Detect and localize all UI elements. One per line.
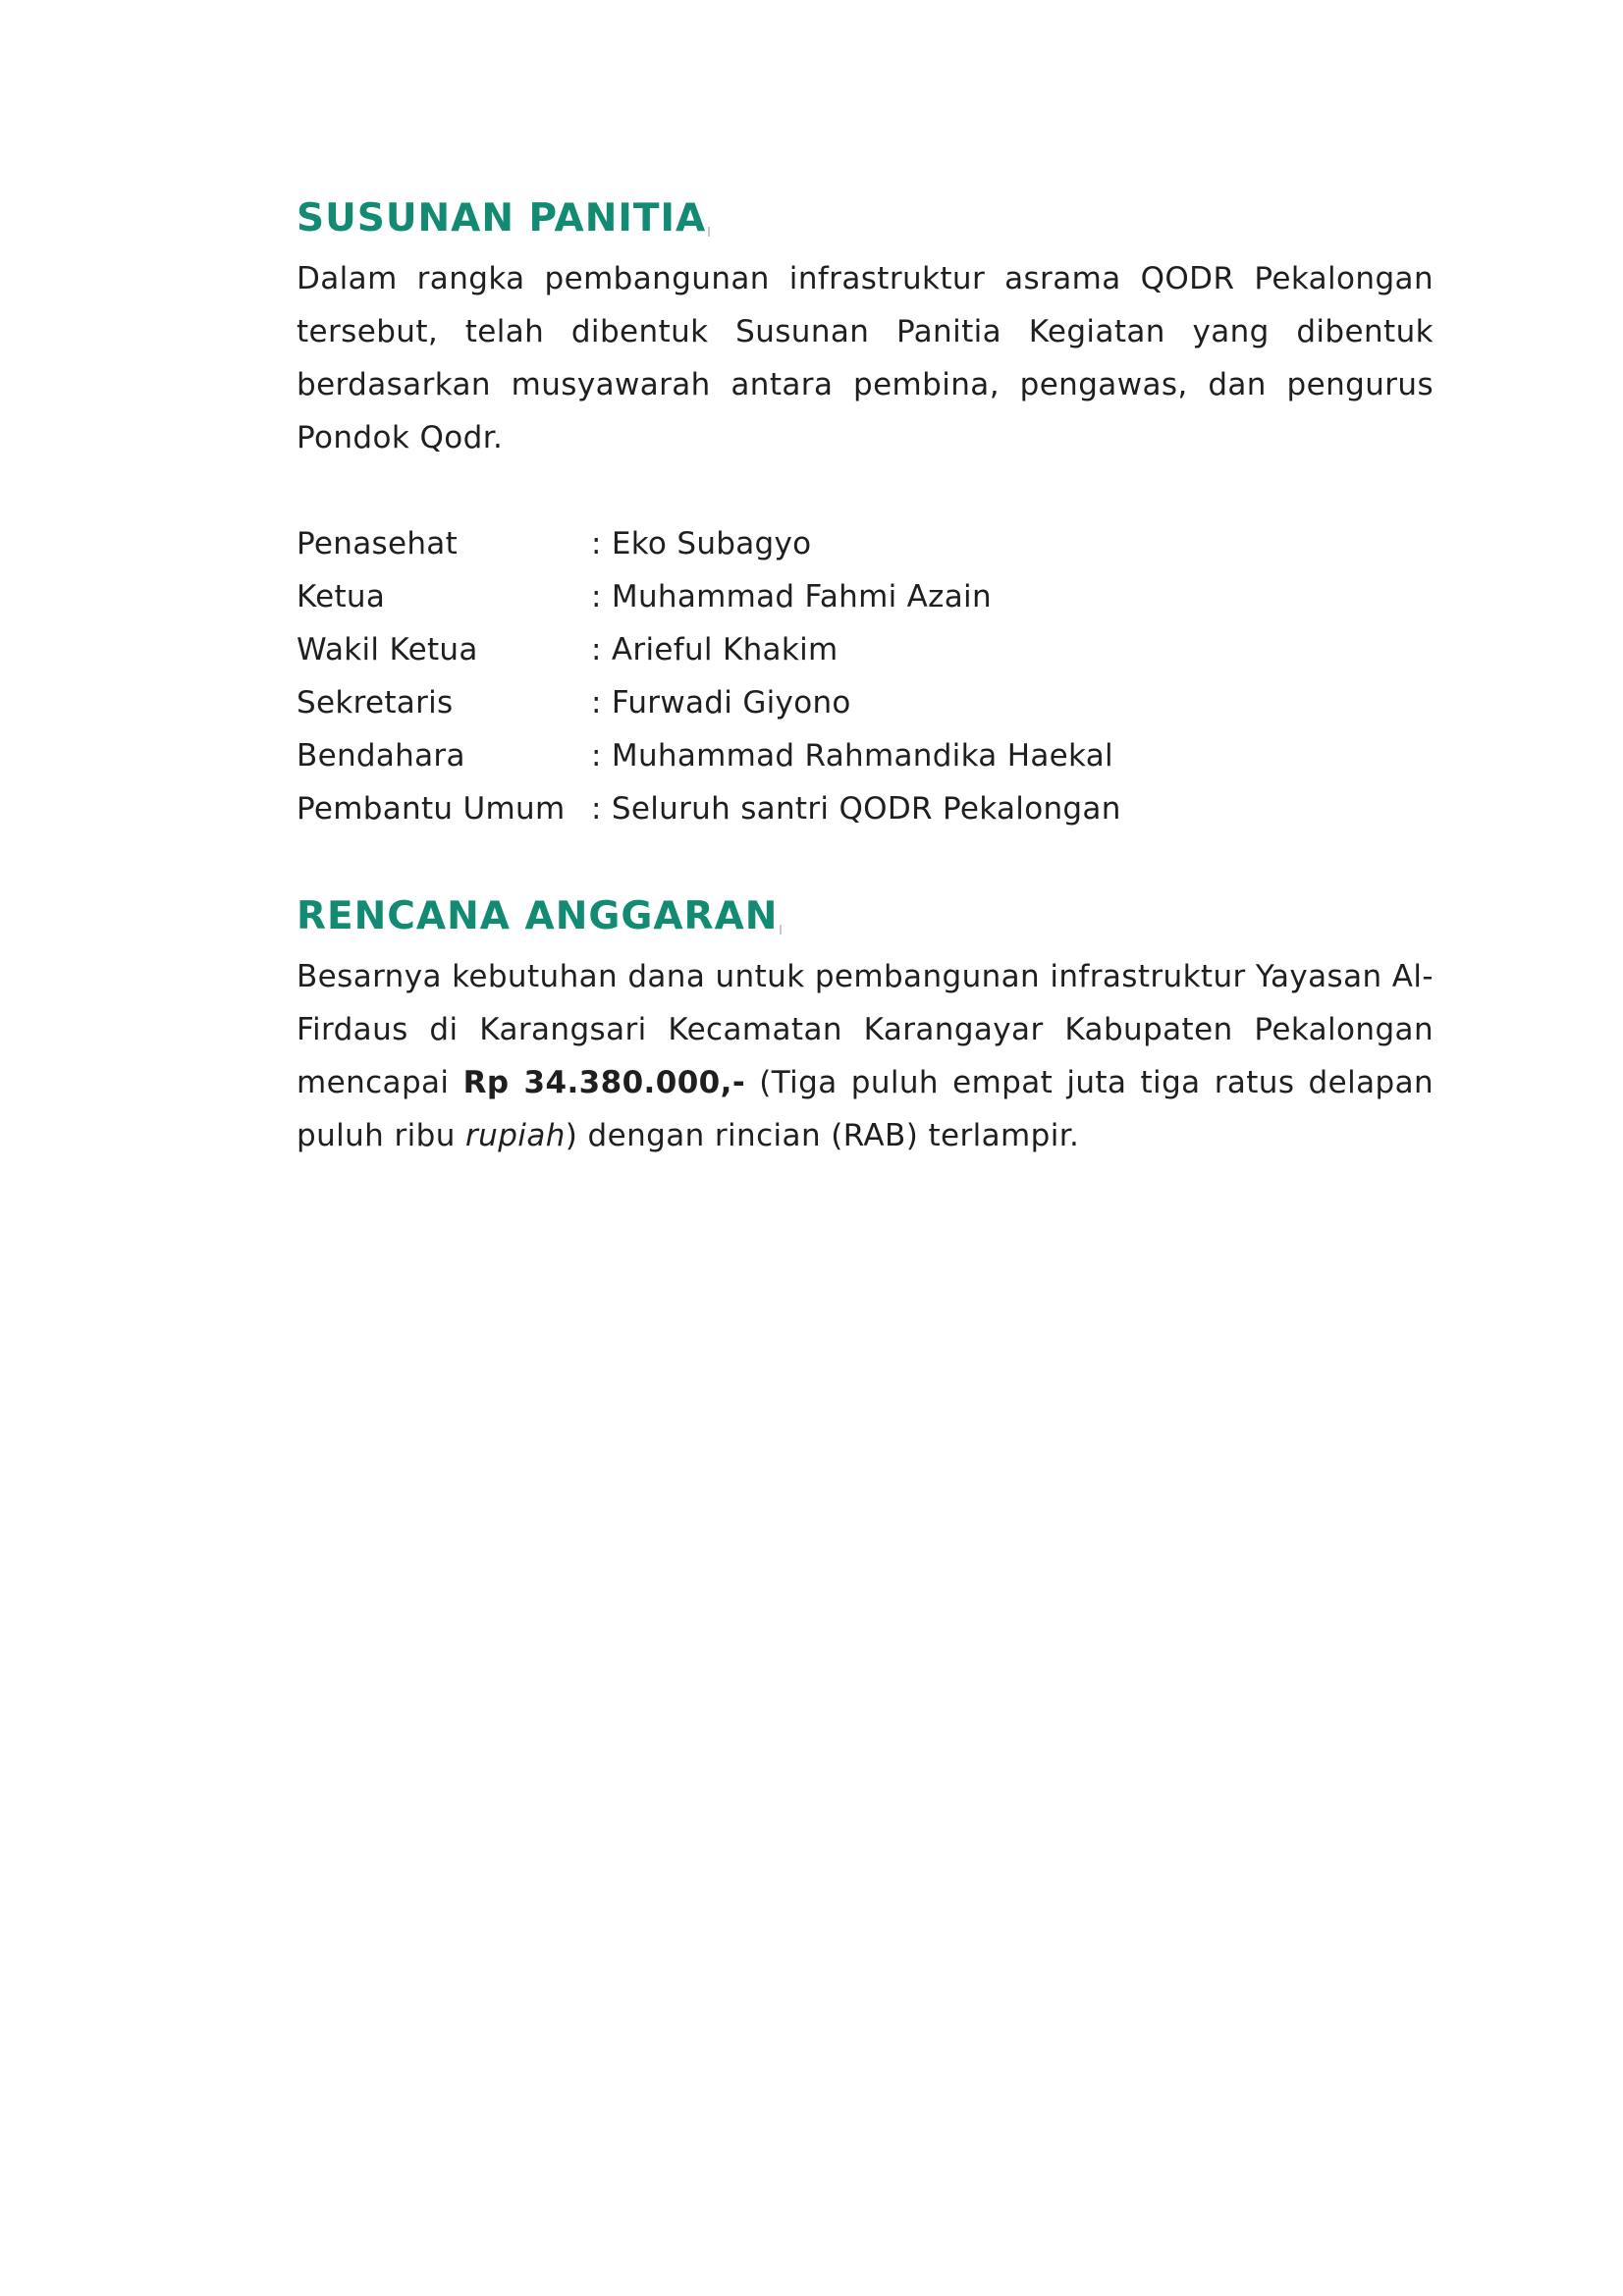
committee-role: Penasehat — [297, 526, 459, 561]
committee-member-name: : Muhammad Rahmandika Haekal — [591, 738, 1113, 774]
budget-amount: Rp 34.380.000,- — [462, 1065, 746, 1100]
budget-heading — [297, 889, 1434, 944]
heading-marker — [708, 227, 710, 237]
budget-text-end: ) dengan rincian (RAB) terlampir. — [565, 1118, 1080, 1153]
committee-member-name: : Furwadi Giyono — [591, 685, 851, 721]
committee-role: Wakil Ketua — [297, 632, 478, 667]
committee-row — [297, 517, 1434, 570]
heading-marker — [780, 925, 782, 934]
committee-list — [297, 517, 1434, 835]
committee-row — [297, 676, 1434, 729]
committee-member-name: : Arieful Khakim — [591, 632, 839, 667]
committee-role: Pembantu Umum — [297, 791, 566, 827]
budget-currency-word: rupiah — [465, 1118, 566, 1153]
committee-member-name: : Seluruh santri QODR Pekalongan — [591, 791, 1121, 827]
committee-member-name: : Muhammad Fahmi Azain — [591, 579, 992, 614]
committee-intro: Dalam rangka pembangunan infrastruktur asrama QODR Pekalongan tersebut, telah dibentuk Susunan Panitia Kegiatan yang dibentuk berdasarkan musyawarah antara pembina, pengawas, dan pengurus Pondok Qodr. — [297, 261, 1434, 455]
committee-row — [297, 570, 1434, 623]
document-page — [297, 191, 1434, 1162]
committee-row — [297, 782, 1434, 835]
budget-heading-text: RENCANA ANGGARAN — [297, 894, 779, 938]
budget-paragraph — [297, 950, 1434, 1162]
budget-text-lead: Besarnya kebutuhan dana untuk pembangunan infrastruktur Yayasan Al-Firdaus di Karangsari Kecamatan Karangayar Kabupaten Pekalongan mencapai — [297, 959, 1434, 1100]
budget-section — [297, 889, 1434, 1162]
committee-row — [297, 729, 1434, 782]
committee-row — [297, 623, 1434, 676]
committee-role: Ketua — [297, 579, 386, 614]
committee-role: Bendahara — [297, 738, 465, 774]
committee-heading — [297, 191, 1434, 246]
budget-text-words: (Tiga puluh empat juta tiga ratus delapan puluh ribu — [297, 1065, 1434, 1153]
committee-heading-text: SUSUNAN PANITIA — [297, 196, 707, 240]
committee-member-name: : Eko Subagyo — [591, 526, 812, 561]
committee-role: Sekretaris — [297, 685, 454, 721]
